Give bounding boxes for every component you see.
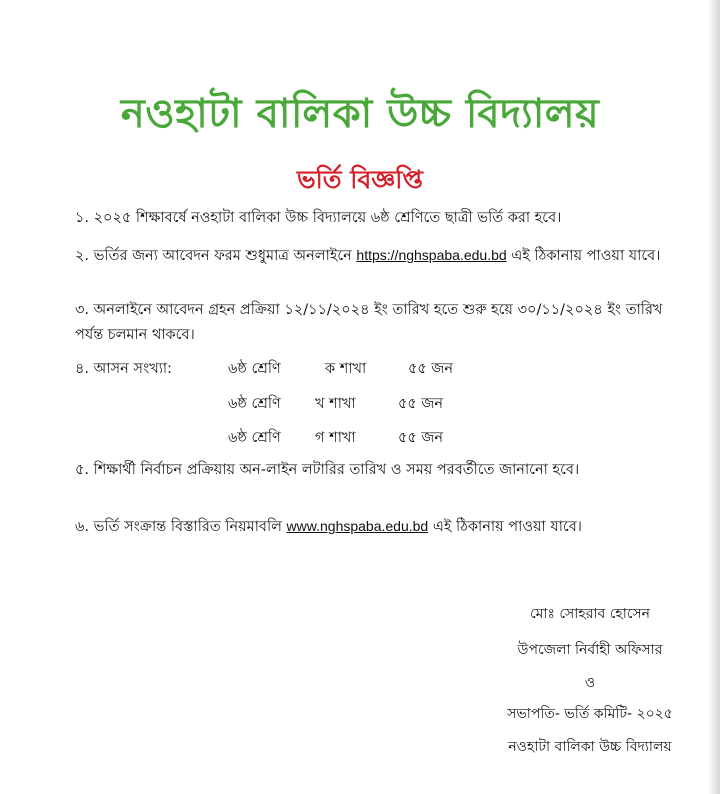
item-6-text-before: ৬. ভর্তি সংক্রান্ত বিস্তারিত নিয়মাবলি bbox=[75, 519, 287, 535]
signatory-role: সভাপতি- ভর্তি কমিটি- ২০২৫ bbox=[507, 706, 673, 722]
item-1: ১. ২০২৫ শিক্ষাবর্ষে নওহাটা বালিকা উচ্চ বিদ্যালয়ে ৬ষ্ঠ শ্রেণিতে ছাত্রী ভর্তি করা হবে। bbox=[75, 210, 562, 226]
seat-count: ৫৫ জন bbox=[398, 396, 444, 412]
signatory-conjunction: ও bbox=[584, 675, 596, 691]
seat-section: ক শাখা bbox=[325, 361, 367, 377]
seat-row bbox=[75, 393, 695, 415]
page-edge-shadow bbox=[708, 0, 720, 794]
item-6 bbox=[75, 514, 695, 540]
item-3: ৩. অনলাইনে আবেদন গ্রহন প্রক্রিয়া ১২/১১/২০২৪ ইং তারিখ হতে শুরু হয়ে ৩০/১১/২০২৪ ইং তারিখ পর্যন্ত চলমান থাকবে। bbox=[75, 302, 663, 343]
item-2 bbox=[75, 243, 695, 269]
seat-label: ৪. আসন সংখ্যা: bbox=[75, 361, 173, 377]
item-5: ৫. শিক্ষার্থী নির্বাচন প্রক্রিয়ায় অন-লাইন লটারির তারিখ ও সময় পরবর্তীতে জানানো হবে। bbox=[75, 462, 580, 478]
item-2-text-before: ২. ভর্তির জন্য আবেদন ফরম শুধুমাত্র অনলাইনে bbox=[75, 248, 357, 264]
seat-class: ৬ষ্ঠ শ্রেণি bbox=[228, 396, 281, 412]
signatory-designation: উপজেলা নির্বাহী অফিসার bbox=[517, 642, 663, 658]
item-6-text-after: এই ঠিকানায় পাওয়া যাবে। bbox=[428, 519, 582, 535]
seat-section: খ শাখা bbox=[315, 396, 356, 412]
seat-section: গ শাখা bbox=[315, 430, 356, 446]
signatory-school: নওহাটা বালিকা উচ্চ বিদ্যালয় bbox=[508, 739, 672, 755]
seat-count: ৫৫ জন bbox=[398, 430, 444, 446]
seat-count: ৫৫ জন bbox=[408, 361, 454, 377]
seat-row bbox=[75, 358, 695, 380]
website-link[interactable]: https://nghspaba.edu.bd bbox=[356, 247, 507, 263]
seat-class: ৬ষ্ঠ শ্রেণি bbox=[228, 430, 281, 446]
signatory-name: মোঃ সোহরাব হোসেন bbox=[529, 606, 651, 622]
notice-subtitle: ভর্তি বিজ্ঞপ্তি bbox=[297, 165, 423, 194]
school-title: নওহাটা বালিকা উচ্চ বিদ্যালয় bbox=[120, 91, 600, 137]
seat-row bbox=[75, 427, 695, 449]
item-2-text-after: এই ঠিকানায় পাওয়া যাবে। bbox=[506, 248, 661, 264]
website-link[interactable]: www.nghspaba.edu.bd bbox=[286, 518, 429, 534]
seat-class: ৬ষ্ঠ শ্রেণি bbox=[228, 361, 281, 377]
